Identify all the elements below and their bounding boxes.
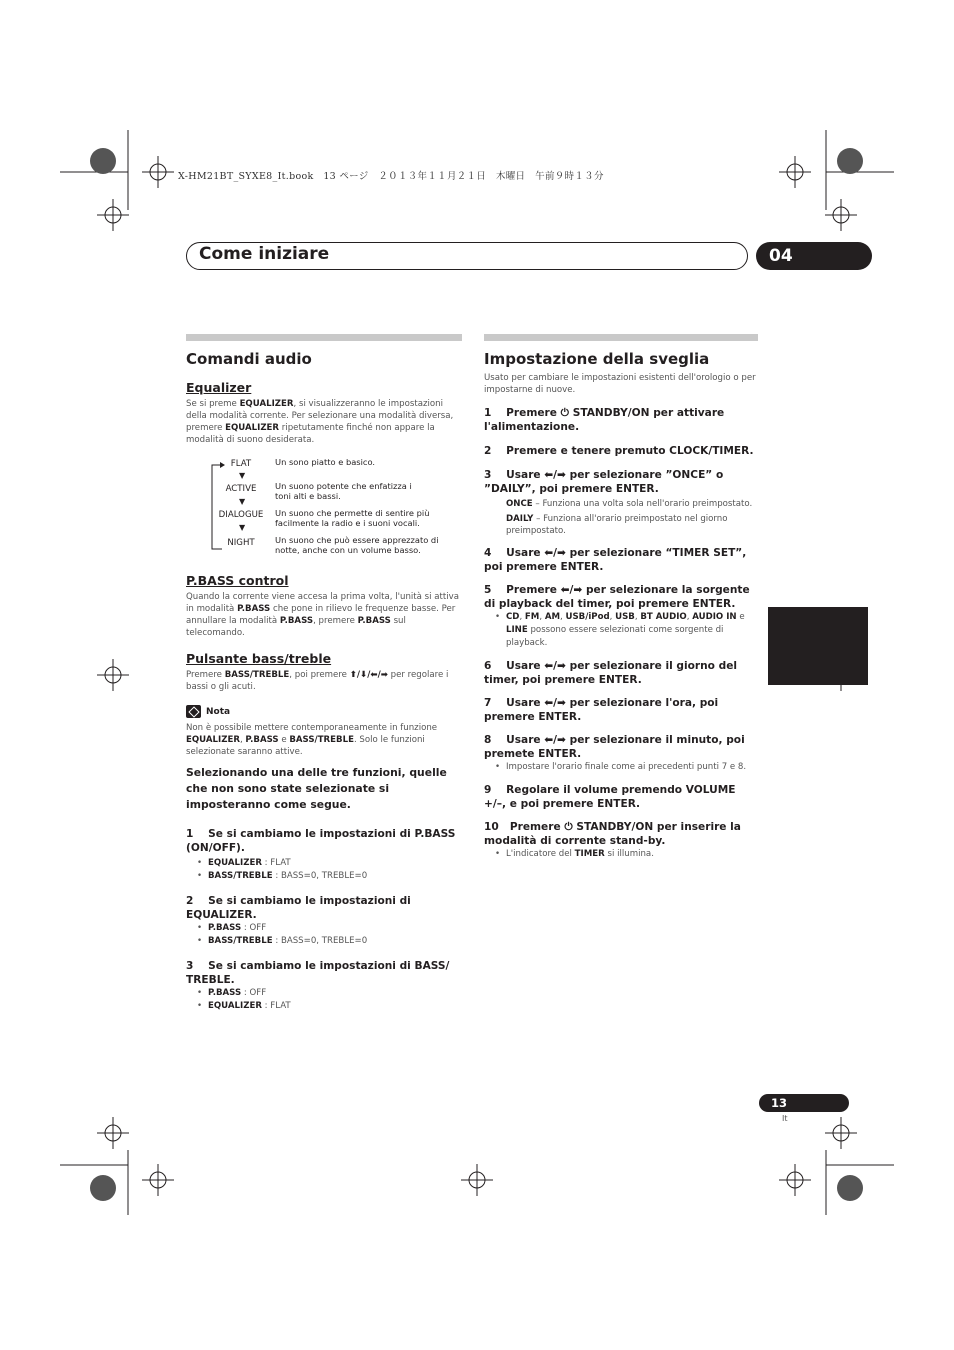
equalizer-heading: Equalizer (186, 380, 252, 395)
right-step-7: 7 Usare ⬅/➡ per selezionare l'ora, poi premere ENTER. (484, 697, 719, 723)
left-column (186, 334, 462, 1013)
right-step-4: 4 Usare ⬅/➡ per selezionare “TIMER SET”, poi premere ENTER. (484, 547, 747, 573)
mode-flat-desc: Un sono piatto e basico. (275, 457, 376, 467)
section-bar (186, 334, 462, 341)
language-label: Italiano (752, 647, 770, 713)
pbass-heading: P.BASS control (186, 573, 289, 588)
basstreble-text: Premere BASS/TREBLE, poi premere ⬆/⬇/⬅/➡ per regolare i bassi o gli acuti. (186, 670, 449, 692)
right-column (484, 334, 758, 861)
right-step-1: 1 Premere ⏻ STANDBY/ON per attivare l'alimentazione. (484, 407, 725, 433)
mode-dialogue: DIALOGUE (218, 510, 264, 520)
note-caption (186, 705, 462, 718)
selection-paragraph: Selezionando una delle tre funzioni, quelle che non sono state selezionate si imposteranno come segue. (186, 766, 447, 811)
bullet: • P.BASS : OFF (186, 922, 462, 935)
print-header: X-HM21BT_SYXE8_It.book 13 ページ ２０１３年１１月２１日 木曜日 午前９時１３分 (178, 171, 604, 182)
left-step-1: 1 Se si cambiamo le impostazioni di P.BASS (ON/OFF). • EQUALIZER : FLAT • BASS/TREBLE : BASS=0, TREBLE=0 (186, 827, 462, 883)
arrow-down-icon: ▼ (239, 523, 246, 532)
mode-active-desc: Un suono potente che enfatizza i toni alti e bassi. (275, 481, 412, 501)
right-step-9: 9 Regolare il volume premendo VOLUME +/–, e poi premere ENTER. (484, 784, 736, 810)
equalizer-mode-diagram (186, 454, 462, 562)
mode-night: NIGHT (227, 538, 255, 548)
arrow-down-icon: ▼ (239, 471, 246, 480)
bullet: • EQUALIZER : FLAT (186, 1000, 462, 1013)
mode-dialogue-desc: Un suono che permette di sentire più facilmente la radio e i suoni vocali. (275, 508, 430, 528)
basstreble-heading: Pulsante bass/treble (186, 651, 332, 666)
page-language: It (782, 1114, 788, 1123)
right-step-8: 8 Usare ⬅/➡ per selezionare il minuto, poi premete ENTER. (484, 734, 745, 760)
right-step-3: 3 Usare ⬅/➡ per selezionare ”ONCE” o ”DAILY”, poi premere ENTER. (484, 469, 724, 495)
mode-active: ACTIVE (225, 484, 257, 494)
note-pencil-icon (186, 705, 201, 718)
section-title-audio: Comandi audio (186, 350, 312, 368)
equalizer-text: Se si preme EQUALIZER, si visualizzeranno le impostazioni della modalità corrente. Per selezionare una modalità diversa, premere EQUALIZER ripetutamente finché non appare la modalità di suono desiderata. (186, 399, 454, 445)
step8-bullet: • Impostare l'orario finale come ai precedenti punti 7 e 8. (484, 761, 758, 774)
chapter-number: 04 (756, 242, 872, 270)
page-number: 13 (759, 1094, 849, 1112)
mode-flat: FLAT (230, 459, 252, 469)
bullet: • P.BASS : OFF (186, 987, 462, 1000)
arrow-down-icon: ▼ (239, 497, 246, 506)
chapter-title: Come iniziare (199, 244, 330, 264)
right-step-2: 2 Premere e tenere premuto CLOCK/TIMER. (484, 445, 754, 457)
note-text: Non è possibile mettere contemporaneamente in funzione EQUALIZER, P.BASS e BASS/TREBLE. Solo le funzioni selezionate saranno attive. (186, 723, 438, 757)
right-step-6: 6 Usare ⬅/➡ per selezionare il giorno del timer, poi premere ENTER. (484, 660, 738, 686)
bullet: • EQUALIZER : FLAT (186, 857, 462, 870)
language-tab (752, 607, 868, 713)
pbass-text: Quando la corrente viene accesa la prima volta, l'unità si attiva in modalità P.BASS che pone in rilievo le frequenze basse. Per annullare la modalità P.BASS, premere P.BASS sul telecomando. (186, 592, 459, 638)
once-desc: ONCE – Funziona una volta sola nell'orario preimpostato. (506, 499, 753, 509)
bullet: • BASS/TREBLE : BASS=0, TREBLE=0 (186, 935, 462, 948)
left-step-3: 3 Se si cambiamo le impostazioni di BASS/ TREBLE. • P.BASS : OFF • EQUALIZER : FLAT (186, 959, 462, 1013)
daily-desc: DAILY – Funziona all'orario preimpostato nel giorno preimpostato. (506, 514, 728, 536)
right-step-10: 10 Premere ⏻ STANDBY/ON per inserire la modalità di corrente stand-by. (484, 821, 741, 847)
section-bar (484, 334, 758, 341)
mode-night-desc: Un suono che può essere apprezzato di notte, anche con un volume basso. (275, 535, 439, 555)
section-title-alarm: Impostazione della sveglia (484, 350, 710, 368)
alarm-intro: Usato per cambiare le impostazioni esistenti dell'orologio o per impostarne di nuove. (484, 373, 756, 395)
right-step-5: 5 Premere ⬅/➡ per selezionare la sorgente di playback del timer, poi premere ENTER. (484, 584, 750, 610)
sources-bullet: • CD, FM, AM, USB/iPod, USB, BT AUDIO, AUDIO IN e LINE possono essere selezionati come sorgente di playback. (484, 611, 758, 650)
bullet: • BASS/TREBLE : BASS=0, TREBLE=0 (186, 870, 462, 883)
step10-bullet: • L'indicatore del TIMER si illumina. (484, 848, 758, 861)
left-step-2: 2 Se si cambiamo le impostazioni di EQUALIZER. • P.BASS : OFF • BASS/TREBLE : BASS=0, TREBLE=0 (186, 894, 462, 948)
note-label: Nota (206, 706, 231, 717)
